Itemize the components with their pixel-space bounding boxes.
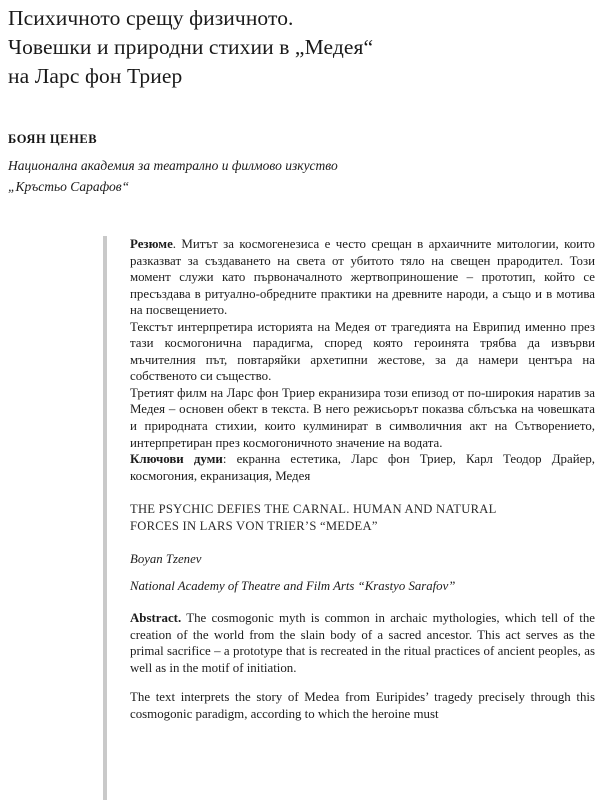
author-affiliation-bulgarian	[8, 155, 528, 197]
abstract-english-paragraph-2: The text interprets the story of Medea from Euripides’ tragedy precisely through this cosmogonic paradigm, according to which the heroine must	[130, 690, 595, 721]
author-name-bulgarian: БОЯН ЦЕНЕВ	[8, 132, 98, 146]
author-block-bulgarian	[8, 130, 528, 197]
abstract-english-label: Abstract.	[130, 611, 182, 626]
article-title-line-3: на Ларс фон Триер	[8, 64, 183, 88]
article-title-line-2: Човешки и природни стихии в „Медея“	[8, 35, 374, 59]
article-title	[8, 4, 592, 91]
abstract-english-paragraph-1	[130, 610, 595, 676]
abstract-column	[103, 236, 595, 800]
abstract-bulgarian-paragraph-1	[130, 236, 595, 319]
abstract-bulgarian-paragraph-2: Текстът интерпретира историята на Медея от трагедията на Еврипид именно през тази космогонична парадигма, според която героинята трябва да извърви мъчителния път, повтаряйки архетипни жестове, за да намери центъра на собственото си същество.	[130, 319, 595, 384]
author-affiliation-english: National Academy of Theatre and Film Arts “Krastyo Sarafov”	[130, 579, 456, 594]
author-name-english: Boyan Tzenev	[130, 552, 202, 567]
affiliation-line-2: „Кръстьо Сарафов“	[8, 179, 130, 194]
keywords-bulgarian	[130, 451, 595, 484]
article-title-english	[130, 501, 595, 534]
abstract-english-text-1: The cosmogonic myth is common in archaic mythologies, which tell of the creation of the world from the slain body of a sacred ancestor. This act serves as the primal sacrifice – a prototype that is recreated in the ritual practices of ancient peoples, as well as in the motif of initiation.	[130, 611, 595, 675]
keywords-bulgarian-label: Ключови думи	[130, 452, 223, 467]
article-title-english-line-1: THE PSYCHIC DEFIES THE CARNAL. HUMAN AND NATURAL	[130, 502, 497, 517]
abstract-bulgarian-label: Резюме	[130, 237, 173, 251]
abstract-bulgarian-paragraph-3: Третият филм на Ларс фон Триер екранизира този епизод от по-широкия наратив за Медея – основен обект в текста. В него режисьорът показва сблъсъка на човешката и природната стихии, които кулминират в символичния акт на Сътворението, интерпретиран през космогоничното значение на водата.	[130, 385, 595, 450]
keywords-bulgarian-list: : екранна естетика, Ларс фон Триер, Карл Теодор Драйер, космогония, екранизация, Медея	[130, 452, 595, 483]
affiliation-line-1: Национална академия за театрално и филмово изкуство	[8, 158, 338, 173]
abstract-bulgarian-text-1: . Митът за космогенезиса е често срещан в архаичните митологии, които разказват за създаването на света от убитото тяло на свещен прародител. Този момент служи като първоначалното жертвоприношение – прототип, който се пресъздава в ритуално-обредните практики на древните народи, а също и в мотива на посвещението.	[130, 237, 595, 318]
article-title-english-line-2: FORCES IN LARS VON TRIER’S “MEDEA”	[130, 518, 378, 533]
article-title-line-1: Психичното срещу физичното.	[8, 6, 294, 30]
